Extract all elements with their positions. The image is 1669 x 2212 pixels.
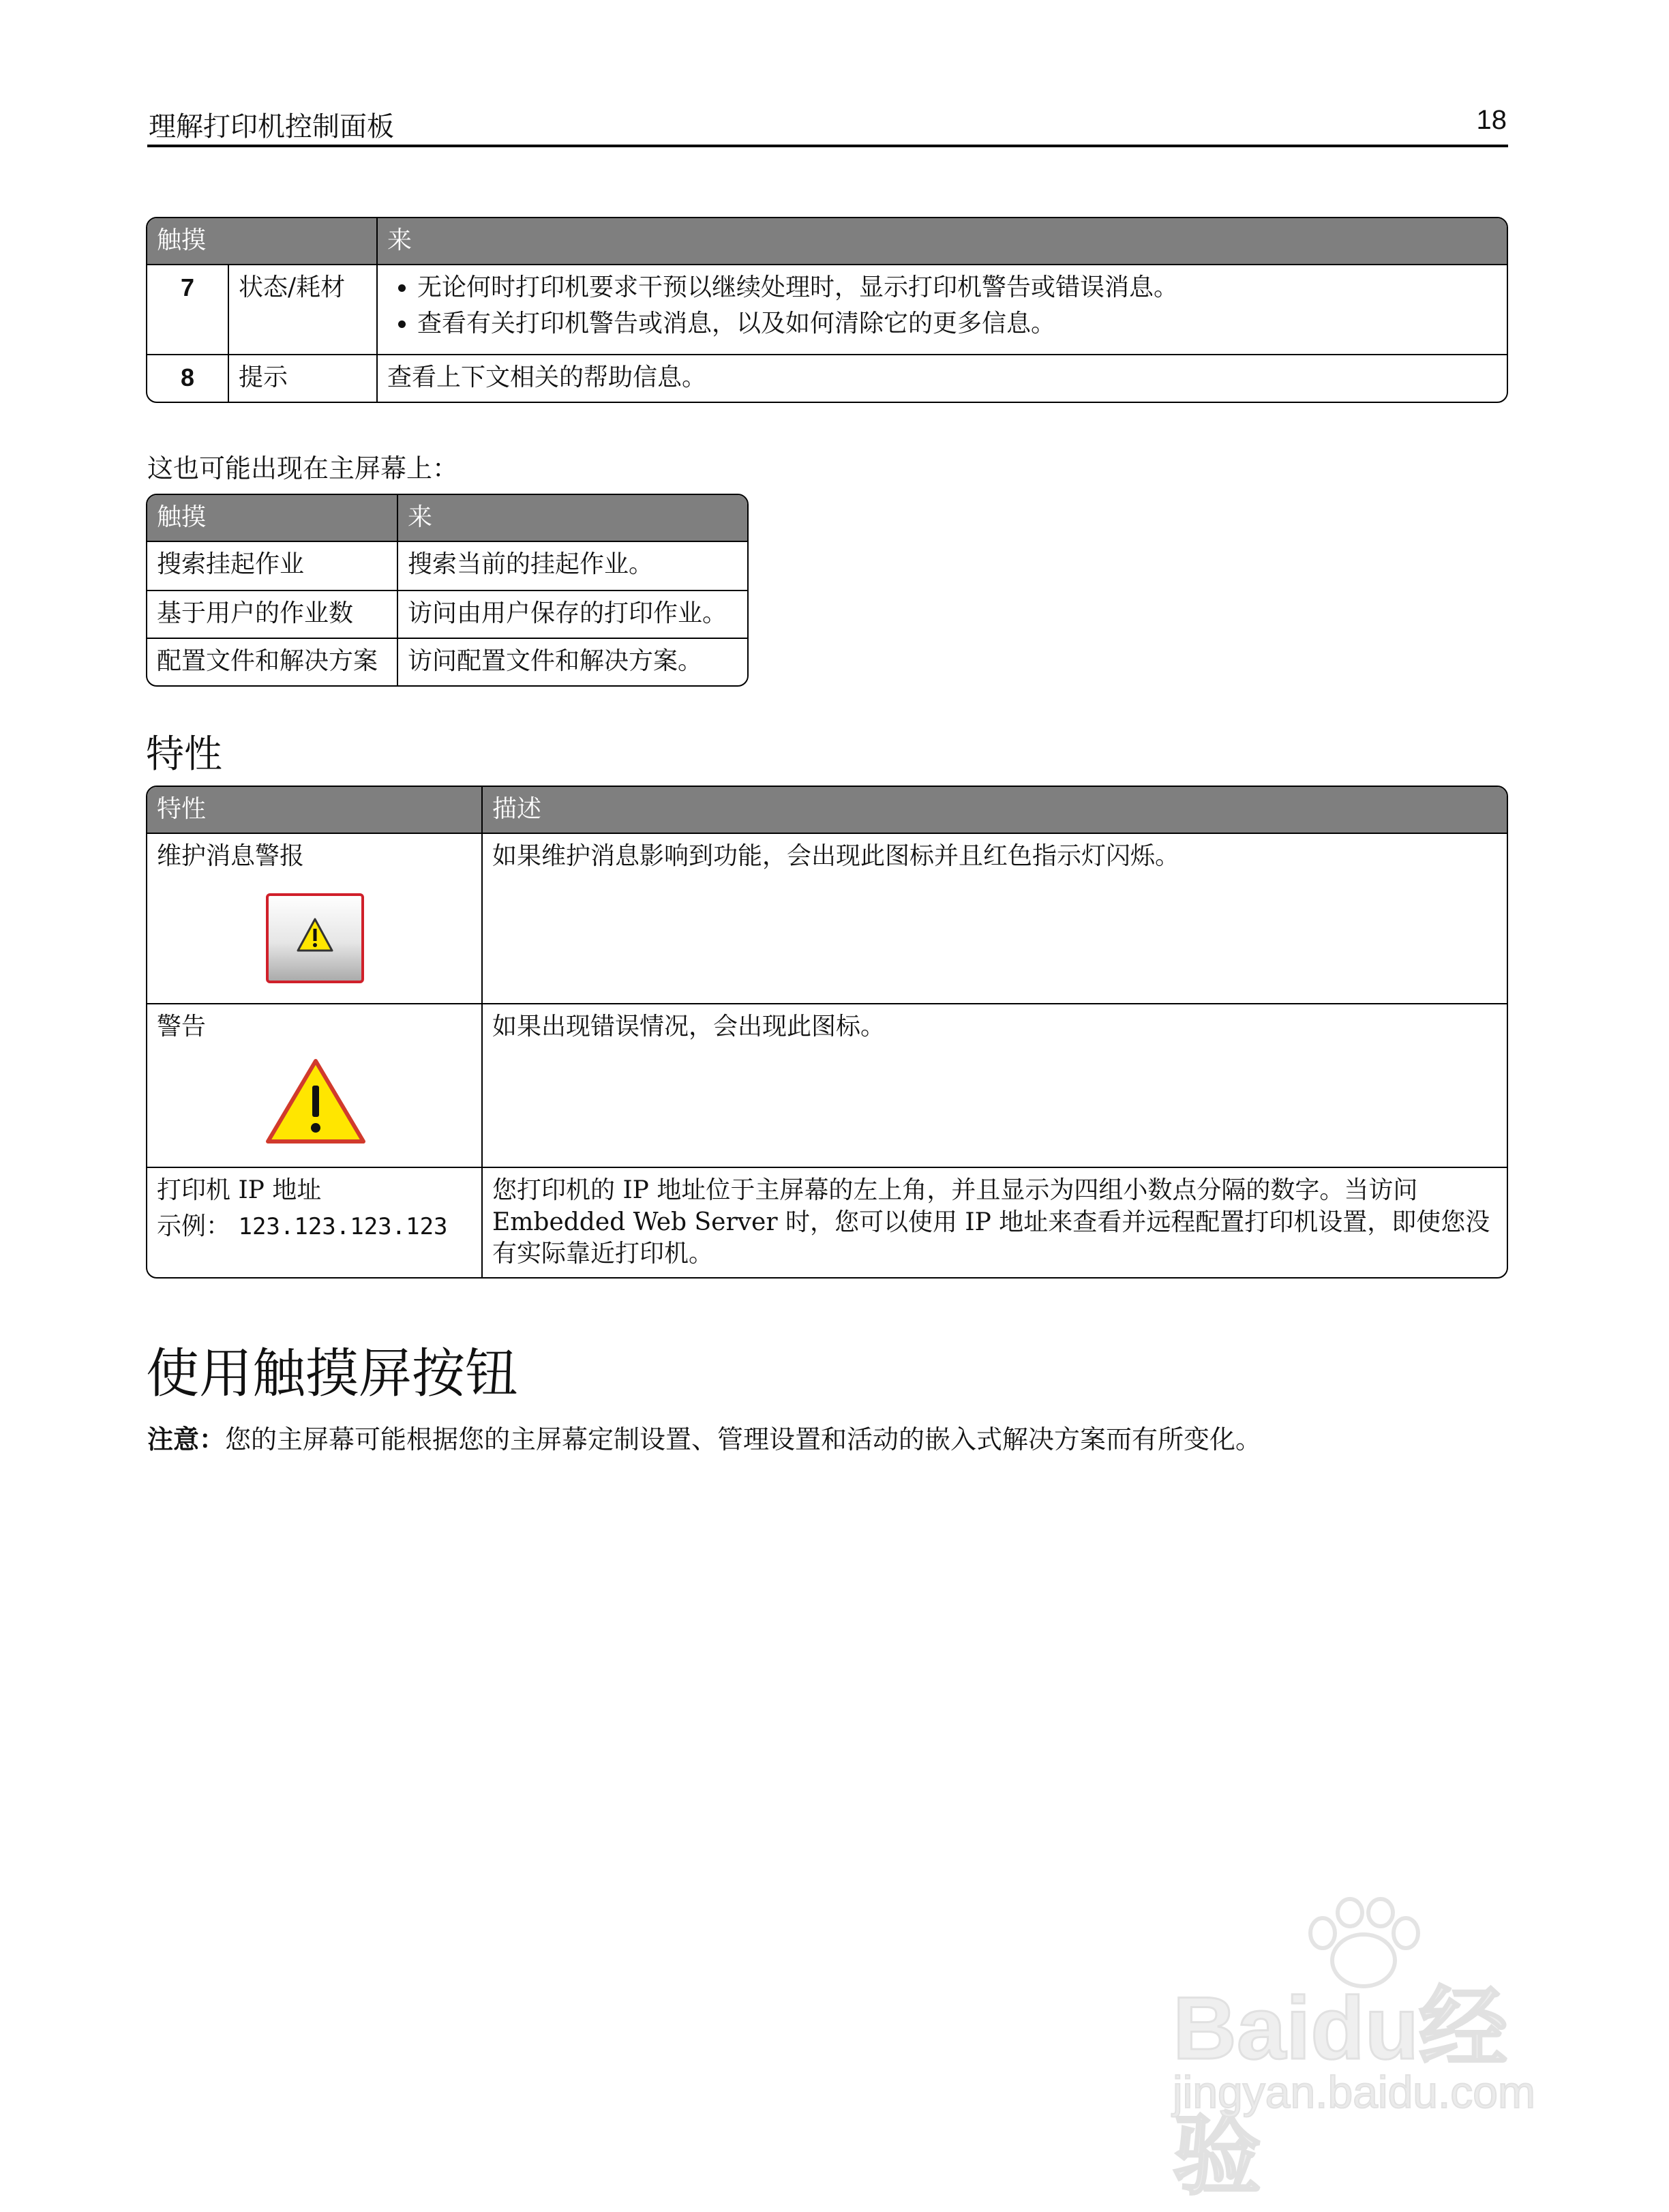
feature-name <box>157 1175 472 1207</box>
column-header: 特性 <box>147 787 481 834</box>
features-heading: 特性 <box>146 732 222 777</box>
table-header-row <box>147 787 1507 834</box>
feature-name: 警告 <box>157 1012 207 1041</box>
row-description: 访问由用户保存的打印作业。 <box>397 590 747 638</box>
watermark-logo: Baidu经验 <box>1173 1978 1508 2205</box>
section-heading: 使用触摸屏按钮 <box>146 1343 519 1405</box>
table-header-row <box>147 495 747 542</box>
row-description: 搜索当前的挂起作业。 <box>397 542 747 590</box>
table-row <box>147 834 1507 1003</box>
ip-label: 打印机 IP 地址 <box>157 1176 322 1204</box>
bullet-item: • 查看有关打印机警告或消息，以及如何清除它的更多信息。 <box>417 308 1497 340</box>
bullet-list <box>387 272 1497 340</box>
table-header-row <box>147 218 1507 265</box>
maintenance-warning-icon <box>266 893 364 983</box>
note-paragraph <box>147 1418 1261 1456</box>
row-number: 7 <box>180 273 195 301</box>
table-row <box>147 542 747 590</box>
note-text: 您的主屏幕可能根据您的主屏幕定制设置、管理设置和活动的嵌入式解决方案而有所变化。 <box>225 1424 1262 1454</box>
row-name: 基于用户的作业数 <box>147 590 397 638</box>
column-header: 触摸 <box>147 495 397 542</box>
warning-triangle-icon <box>265 1057 367 1146</box>
row-name: 提示 <box>228 354 376 402</box>
row-description: 访问配置文件和解决方案。 <box>397 638 747 685</box>
column-header: 来 <box>397 495 747 542</box>
touch-table-1 <box>146 217 1508 403</box>
table-row <box>147 265 1507 354</box>
feature-name: 维护消息警报 <box>157 841 305 870</box>
feature-description: 如果维护消息影响到功能，会出现此图标并且红色指示灯闪烁。 <box>481 834 1507 1003</box>
example-ip-value: 123.123.123.123 <box>238 1212 448 1240</box>
feature-description: 您打印机的 IP 地址位于主屏幕的左上角，并且显示为四组小数点分隔的数字。当访问 Embedded Web Server 时，您可以使用 IP 地址来查看并远程配置打印机设置，即使您没有实际靠近打印机。 <box>481 1167 1507 1277</box>
icon-container <box>157 1043 472 1159</box>
feature-name-cell <box>147 834 481 1003</box>
row-name: 搜索挂起作业 <box>157 550 305 578</box>
table-row <box>147 354 1507 402</box>
page-number: 18 <box>1476 105 1507 135</box>
header-title: 理解打印机控制面板 <box>149 111 394 143</box>
icon-container <box>157 873 472 989</box>
feature-name-cell <box>147 1003 481 1167</box>
row-name: 配置文件和解决方案 <box>147 638 397 685</box>
features-table <box>146 786 1508 1279</box>
example-label: 示例： <box>157 1212 231 1240</box>
row-number: 8 <box>147 354 228 402</box>
row-name: 状态/耗材 <box>228 265 376 354</box>
feature-name-cell <box>147 1167 481 1277</box>
column-header: 来 <box>376 218 1507 265</box>
baidu-watermark <box>1152 1896 1575 2205</box>
page-header <box>147 101 1508 147</box>
table-row <box>147 590 747 638</box>
feature-description: 如果出现错误情况，会出现此图标。 <box>481 1003 1507 1167</box>
column-header: 触摸 <box>147 218 376 265</box>
table-row <box>147 1003 1507 1167</box>
row-description <box>376 265 1507 354</box>
row-description: 查看上下文相关的帮助信息。 <box>376 354 1507 402</box>
ip-example <box>157 1211 472 1243</box>
watermark-url: jingyan.baidu.com <box>1173 2067 1535 2117</box>
touch-table-2 <box>146 494 749 687</box>
table-row <box>147 1167 1507 1277</box>
column-header: 描述 <box>481 787 1507 834</box>
note-label: 注意： <box>147 1424 226 1454</box>
bullet-item: • 无论何时打印机要求干预以继续处理时，显示打印机警告或错误消息。 <box>417 272 1497 304</box>
intro-paragraph: 这也可能出现在主屏幕上： <box>147 453 459 483</box>
table-row <box>147 638 747 685</box>
